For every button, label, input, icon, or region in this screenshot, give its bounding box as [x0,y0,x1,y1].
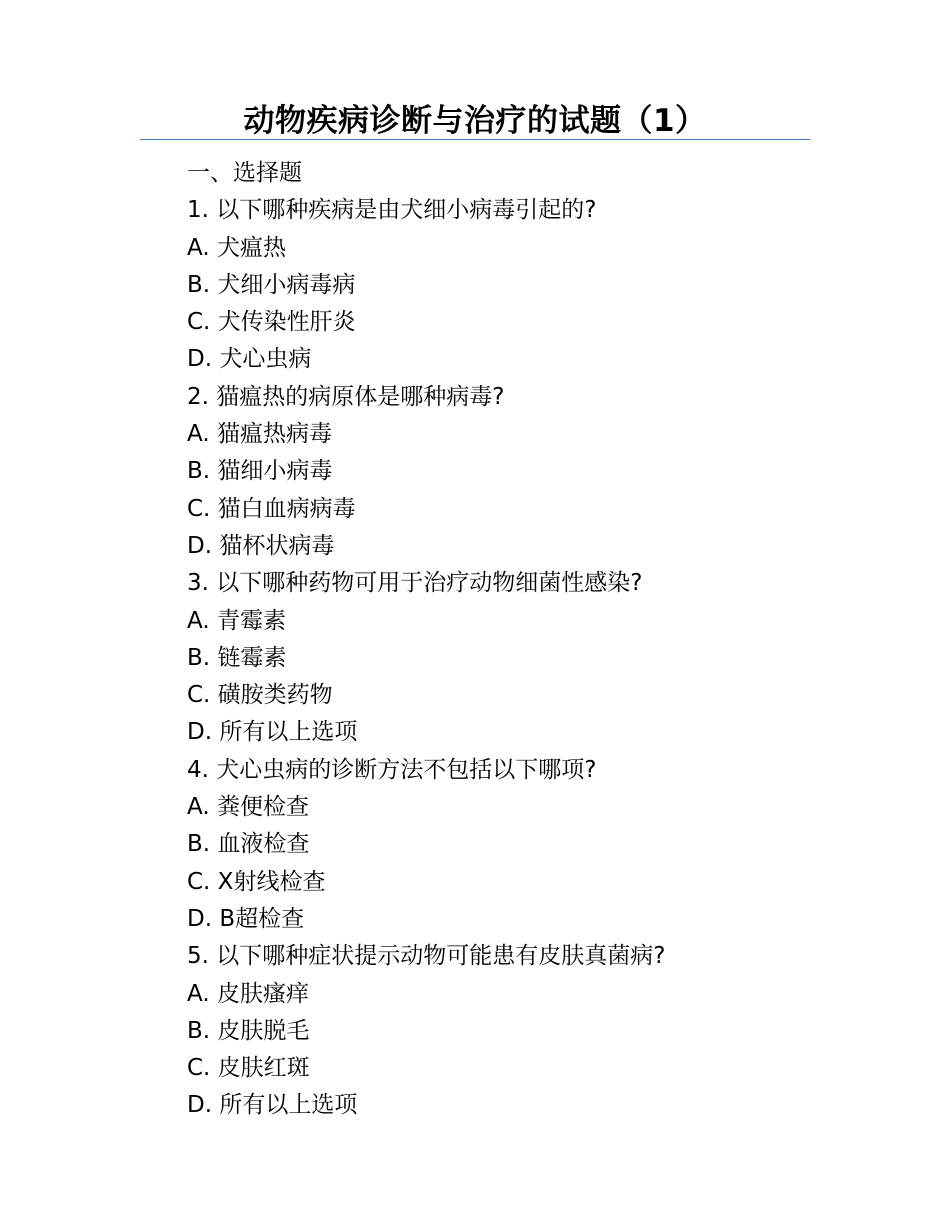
option-c: C. 猫白血病病毒 [187,495,356,522]
question-2 [187,379,827,565]
option-a: A. 猫瘟热病毒 [187,421,332,448]
question-3 [187,565,827,751]
document-title: 动物疾病诊断与治疗的试题（1） [243,103,707,139]
option-a: A. 粪便检查 [187,794,309,821]
option-d: D. 所有以上选项 [187,1092,358,1119]
option-b: B. 血液检查 [187,831,310,858]
question-text: 2. 猫瘟热的病原体是哪种病毒? [187,383,505,410]
option-c: C. 犬传染性肝炎 [187,309,356,336]
option-a: A. 青霉素 [187,607,286,634]
option-b: B. 皮肤脱毛 [187,1017,310,1044]
option-c: C. X射线检查 [187,868,326,895]
question-5 [187,938,827,1124]
document-body [187,155,827,1125]
option-c: C. 皮肤红斑 [187,1055,310,1082]
option-d: D. 犬心虫病 [187,346,312,373]
question-text: 5. 以下哪种症状提示动物可能患有皮肤真菌病? [187,943,666,970]
option-d: D. B超检查 [187,905,305,932]
option-c: C. 磺胺类药物 [187,682,333,709]
option-b: B. 链霉素 [187,644,287,671]
question-1 [187,192,827,378]
option-d: D. 猫杯状病毒 [187,532,335,559]
option-b: B. 猫细小病毒 [187,458,333,485]
option-d: D. 所有以上选项 [187,719,358,746]
option-b: B. 犬细小病毒病 [187,271,356,298]
question-text: 1. 以下哪种疾病是由犬细小病毒引起的? [187,197,597,224]
title-underline [140,139,810,140]
option-a: A. 犬瘟热 [187,234,286,261]
option-a: A. 皮肤瘙痒 [187,980,309,1007]
section-heading: 一、选择题 [187,160,302,186]
question-4 [187,752,827,938]
question-text: 4. 犬心虫病的诊断方法不包括以下哪项? [187,756,597,783]
question-text: 3. 以下哪种药物可用于治疗动物细菌性感染? [187,570,643,597]
